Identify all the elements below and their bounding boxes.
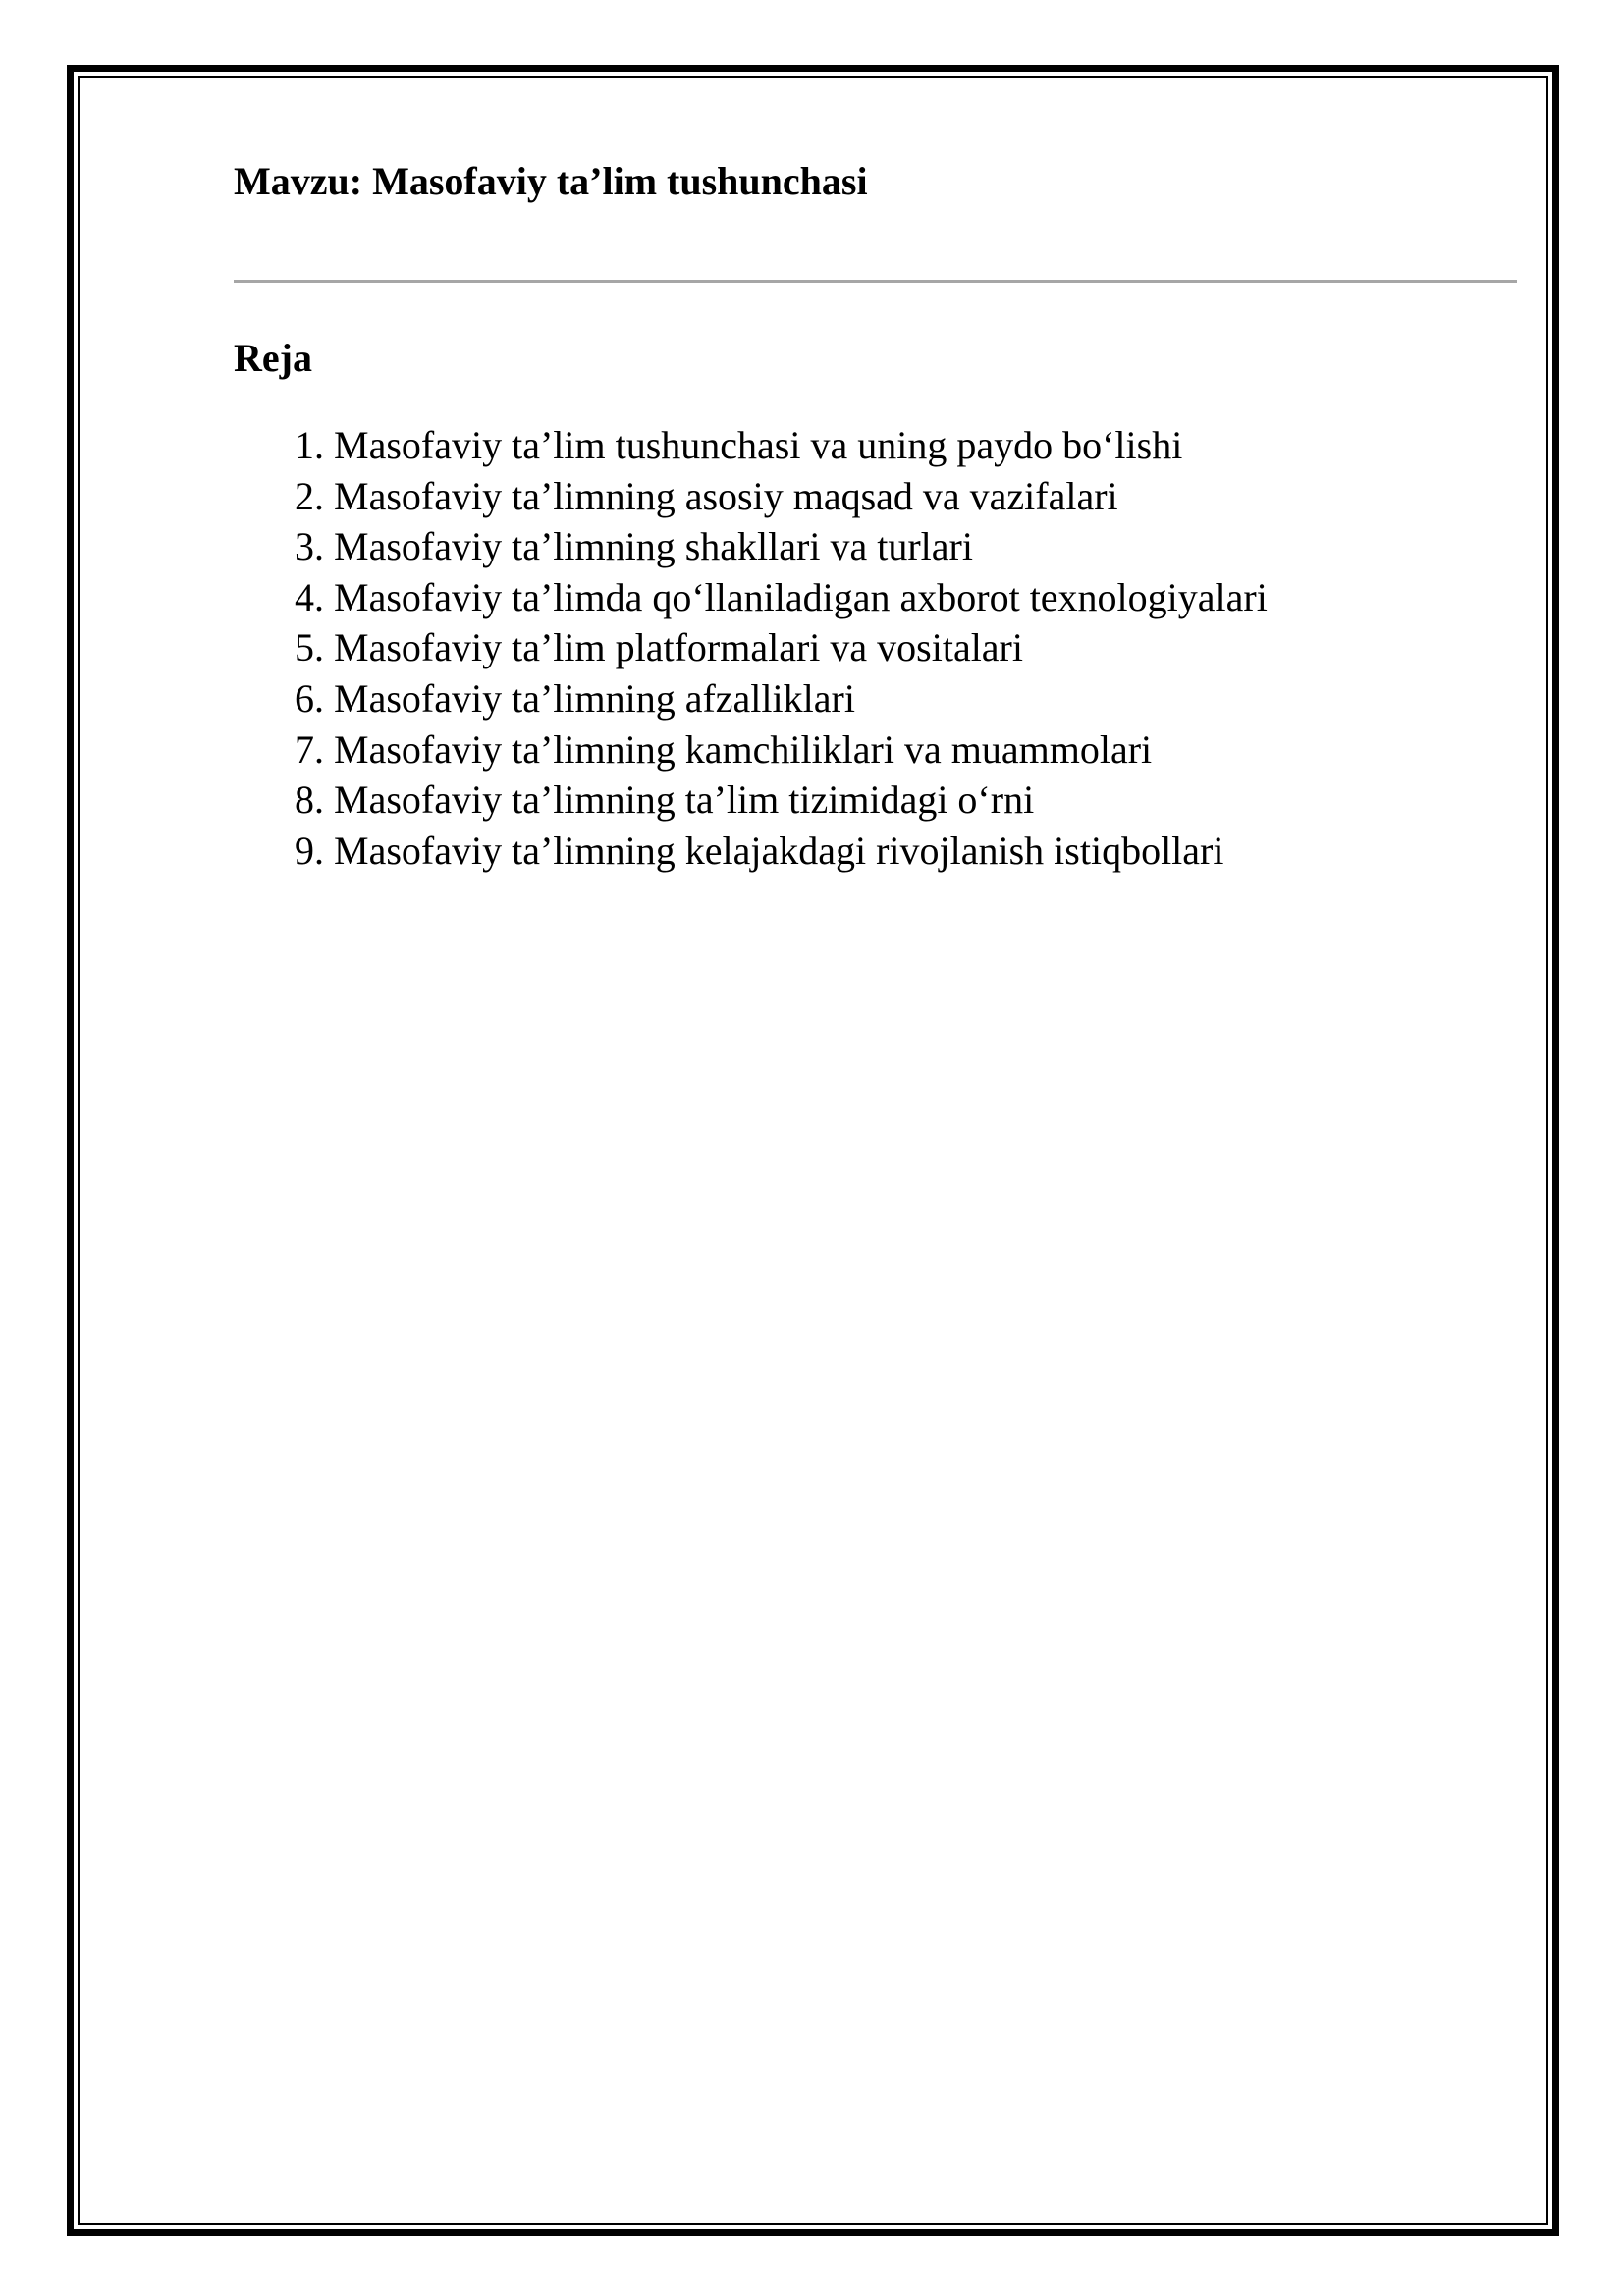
title-divider [234,280,1517,283]
plan-item-number: 4. [295,574,324,619]
plan-item-text: Masofaviy ta’lim platformalari va vositalari [334,625,1023,670]
plan-item-text: Masofaviy ta’limning shakllari va turlari [334,524,973,569]
plan-item-text: Masofaviy ta’limda qo‘llaniladigan axborot texnologiyalari [334,574,1268,619]
page-border-inner [78,76,1548,2225]
plan-item-text: Masofaviy ta’lim tushunchasi va uning paydo bo‘lishi [334,423,1183,467]
plan-item-number: 2. [295,473,324,518]
plan-item-number: 1. [295,423,324,467]
plan-item-text: Masofaviy ta’limning asosiy maqsad va vazifalari [334,473,1118,518]
plan-item-text: Masofaviy ta’limning kamchiliklari va muammolari [334,726,1153,772]
page-title: Mavzu: Masofaviy ta’lim tushunchasi [234,159,868,203]
plan-item-text: Masofaviy ta’limning afzalliklari [334,675,855,721]
plan-item-number: 5. [295,625,324,670]
plan-item-number: 6. [295,675,324,721]
plan-heading: Reja [234,336,312,380]
plan-item-number: 8. [295,777,324,823]
plan-item-text: Masofaviy ta’limning ta’lim tizimidagi o‘rni [334,777,1035,823]
plan-item-text: Masofaviy ta’limning kelajakdagi rivojlanish istiqbollari [334,828,1224,873]
plan-item-number: 3. [295,524,324,569]
plan-item-number: 9. [295,828,324,873]
plan-item-number: 7. [295,726,324,772]
